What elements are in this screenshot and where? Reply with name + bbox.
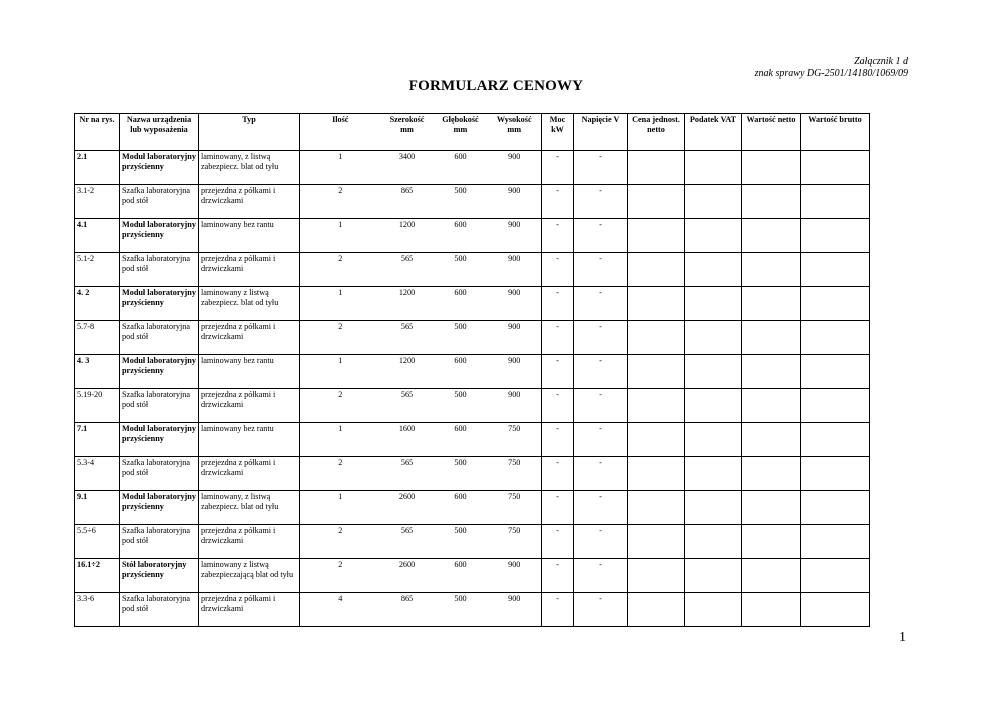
- cell-typ: laminowany, z listwą zabezpiecz. blat od tyłu: [199, 151, 300, 185]
- cell-moc: -: [542, 287, 574, 321]
- cell-wartosc-netto: [742, 423, 801, 457]
- header-nr: Nr na rys.: [75, 114, 120, 151]
- cell-moc: -: [542, 423, 574, 457]
- cell-vat: [685, 185, 742, 219]
- header-vat: Podatek VAT: [685, 114, 742, 151]
- cell-napiecie: -: [574, 185, 628, 219]
- table-row: [75, 559, 870, 593]
- cell-vat: [685, 219, 742, 253]
- cell-moc: -: [542, 593, 574, 627]
- table-row: [75, 457, 870, 491]
- cell-name: Szafka laboratoryjna pod stół: [120, 321, 199, 355]
- cell-nr: 4. 2: [75, 287, 120, 321]
- cell-glebokosc: 500: [434, 253, 488, 287]
- table-row: [75, 253, 870, 287]
- cell-wartosc-netto: [742, 321, 801, 355]
- cell-napiecie: -: [574, 219, 628, 253]
- cell-typ: laminowany bez rantu: [199, 219, 300, 253]
- price-form-table: [74, 113, 870, 627]
- table-row: [75, 355, 870, 389]
- header-name: Nazwa urządzenia lub wyposażenia: [120, 114, 199, 151]
- cell-napiecie: -: [574, 457, 628, 491]
- cell-typ: laminowany bez rantu: [199, 355, 300, 389]
- cell-cena: [628, 593, 685, 627]
- cell-nr: 5.3-4: [75, 457, 120, 491]
- cell-wartosc-brutto: [801, 321, 870, 355]
- table-row: [75, 491, 870, 525]
- cell-wartosc-brutto: [801, 525, 870, 559]
- cell-ilosc: 1: [300, 423, 381, 457]
- cell-wysokosc: 900: [488, 287, 542, 321]
- cell-wysokosc: 900: [488, 593, 542, 627]
- cell-szerokosc: 1200: [381, 355, 434, 389]
- cell-name: Stół laboratoryjny przyścienny: [120, 559, 199, 593]
- cell-typ: przejezdna z półkami i drzwiczkami: [199, 593, 300, 627]
- cell-moc: -: [542, 389, 574, 423]
- cell-cena: [628, 321, 685, 355]
- cell-wartosc-brutto: [801, 423, 870, 457]
- cell-wartosc-netto: [742, 525, 801, 559]
- cell-nr: 5.7-8: [75, 321, 120, 355]
- cell-moc: -: [542, 559, 574, 593]
- cell-wysokosc: 900: [488, 253, 542, 287]
- cell-typ: przejezdna z półkami i drzwiczkami: [199, 185, 300, 219]
- cell-szerokosc: 565: [381, 389, 434, 423]
- cell-vat: [685, 253, 742, 287]
- cell-nr: 5.19-20: [75, 389, 120, 423]
- cell-napiecie: -: [574, 321, 628, 355]
- cell-cena: [628, 253, 685, 287]
- cell-glebokosc: 500: [434, 593, 488, 627]
- cell-wysokosc: 900: [488, 355, 542, 389]
- cell-ilosc: 2: [300, 389, 381, 423]
- cell-napiecie: -: [574, 525, 628, 559]
- header-moc: Moc kW: [542, 114, 574, 151]
- table-row: [75, 151, 870, 185]
- annex-reference: [755, 56, 908, 80]
- cell-nr: 4. 3: [75, 355, 120, 389]
- table-row: [75, 593, 870, 627]
- cell-glebokosc: 600: [434, 355, 488, 389]
- cell-ilosc: 1: [300, 151, 381, 185]
- cell-cena: [628, 151, 685, 185]
- cell-szerokosc: 565: [381, 457, 434, 491]
- cell-wartosc-netto: [742, 559, 801, 593]
- cell-name: Moduł laboratoryjny przyścienny: [120, 491, 199, 525]
- cell-nr: 3.3-6: [75, 593, 120, 627]
- page-title: FORMULARZ CENOWY: [408, 78, 584, 94]
- cell-szerokosc: 2600: [381, 491, 434, 525]
- cell-name: Moduł laboratoryjny przyścienny: [120, 151, 199, 185]
- cell-nr: 4.1: [75, 219, 120, 253]
- cell-moc: -: [542, 219, 574, 253]
- cell-ilosc: 2: [300, 559, 381, 593]
- cell-cena: [628, 457, 685, 491]
- cell-napiecie: -: [574, 287, 628, 321]
- cell-nr: 5.1-2: [75, 253, 120, 287]
- cell-ilosc: 1: [300, 355, 381, 389]
- cell-typ: laminowany z listwą zabezpieczającą blat od tyłu: [199, 559, 300, 593]
- header-wysokosc: Wysokość mm: [488, 114, 542, 151]
- header-napiecie: Napięcie V: [574, 114, 628, 151]
- cell-ilosc: 2: [300, 253, 381, 287]
- cell-wartosc-netto: [742, 457, 801, 491]
- cell-name: Szafka laboratoryjna pod stół: [120, 389, 199, 423]
- header-wartosc-brutto: Wartość brutto: [801, 114, 870, 151]
- table-row: [75, 287, 870, 321]
- cell-ilosc: 1: [300, 219, 381, 253]
- cell-vat: [685, 355, 742, 389]
- cell-wartosc-brutto: [801, 287, 870, 321]
- cell-glebokosc: 500: [434, 389, 488, 423]
- cell-glebokosc: 600: [434, 491, 488, 525]
- cell-wysokosc: 750: [488, 423, 542, 457]
- cell-wysokosc: 750: [488, 457, 542, 491]
- cell-wartosc-brutto: [801, 389, 870, 423]
- cell-glebokosc: 600: [434, 219, 488, 253]
- cell-wartosc-netto: [742, 253, 801, 287]
- cell-moc: -: [542, 491, 574, 525]
- cell-glebokosc: 600: [434, 423, 488, 457]
- cell-napiecie: -: [574, 423, 628, 457]
- cell-wartosc-brutto: [801, 151, 870, 185]
- cell-szerokosc: 2600: [381, 559, 434, 593]
- cell-vat: [685, 525, 742, 559]
- cell-glebokosc: 500: [434, 185, 488, 219]
- cell-napiecie: -: [574, 559, 628, 593]
- cell-cena: [628, 525, 685, 559]
- cell-glebokosc: 500: [434, 457, 488, 491]
- cell-name: Moduł laboratoryjny przyścienny: [120, 355, 199, 389]
- cell-napiecie: -: [574, 389, 628, 423]
- header-ilosc: Ilość: [300, 114, 381, 151]
- cell-wartosc-netto: [742, 389, 801, 423]
- cell-szerokosc: 3400: [381, 151, 434, 185]
- header-typ: Typ: [199, 114, 300, 151]
- cell-szerokosc: 865: [381, 185, 434, 219]
- cell-wartosc-netto: [742, 355, 801, 389]
- cell-wartosc-brutto: [801, 457, 870, 491]
- cell-moc: -: [542, 525, 574, 559]
- cell-wysokosc: 900: [488, 559, 542, 593]
- cell-typ: przejezdna z półkami i drzwiczkami: [199, 525, 300, 559]
- cell-wartosc-netto: [742, 287, 801, 321]
- header-cena: Cena jednost. netto: [628, 114, 685, 151]
- annex-label: Załącznik 1 d: [854, 56, 908, 67]
- cell-typ: przejezdna z półkami i drzwiczkami: [199, 457, 300, 491]
- cell-typ: laminowany, z listwą zabezpiecz. blat od tyłu: [199, 491, 300, 525]
- cell-cena: [628, 219, 685, 253]
- cell-napiecie: -: [574, 491, 628, 525]
- cell-moc: -: [542, 457, 574, 491]
- cell-nr: 7.1: [75, 423, 120, 457]
- cell-cena: [628, 423, 685, 457]
- cell-name: Szafka laboratoryjna pod stół: [120, 593, 199, 627]
- cell-wartosc-brutto: [801, 559, 870, 593]
- table-row: [75, 423, 870, 457]
- cell-name: Szafka laboratoryjna pod stół: [120, 525, 199, 559]
- table-row: [75, 389, 870, 423]
- cell-vat: [685, 491, 742, 525]
- cell-moc: -: [542, 185, 574, 219]
- cell-wartosc-brutto: [801, 219, 870, 253]
- header-wartosc-netto: Wartość netto: [742, 114, 801, 151]
- cell-cena: [628, 287, 685, 321]
- cell-cena: [628, 355, 685, 389]
- cell-wartosc-netto: [742, 185, 801, 219]
- cell-glebokosc: 600: [434, 151, 488, 185]
- cell-ilosc: 2: [300, 321, 381, 355]
- cell-nr: 2.1: [75, 151, 120, 185]
- cell-vat: [685, 423, 742, 457]
- cell-szerokosc: 565: [381, 253, 434, 287]
- table-row: [75, 185, 870, 219]
- cell-wysokosc: 900: [488, 151, 542, 185]
- cell-szerokosc: 565: [381, 525, 434, 559]
- header-szerokosc: Szerokość mm: [381, 114, 434, 151]
- cell-napiecie: -: [574, 253, 628, 287]
- header-glebokosc: Głębokość mm: [434, 114, 488, 151]
- cell-nr: 5.5÷6: [75, 525, 120, 559]
- cell-cena: [628, 185, 685, 219]
- cell-typ: laminowany bez rantu: [199, 423, 300, 457]
- cell-szerokosc: 565: [381, 321, 434, 355]
- cell-ilosc: 2: [300, 185, 381, 219]
- cell-typ: przejezdna z półkami i drzwiczkami: [199, 389, 300, 423]
- cell-nr: 9.1: [75, 491, 120, 525]
- cell-nr: 3.1-2: [75, 185, 120, 219]
- cell-wartosc-brutto: [801, 253, 870, 287]
- cell-szerokosc: 865: [381, 593, 434, 627]
- cell-szerokosc: 1600: [381, 423, 434, 457]
- cell-cena: [628, 389, 685, 423]
- cell-name: Moduł laboratoryjny przyścienny: [120, 219, 199, 253]
- cell-glebokosc: 600: [434, 287, 488, 321]
- table-header-row: [75, 114, 870, 151]
- cell-moc: -: [542, 355, 574, 389]
- cell-cena: [628, 491, 685, 525]
- cell-wartosc-netto: [742, 219, 801, 253]
- cell-name: Szafka laboratoryjna pod stół: [120, 457, 199, 491]
- cell-wysokosc: 750: [488, 525, 542, 559]
- table-row: [75, 219, 870, 253]
- cell-cena: [628, 559, 685, 593]
- cell-wartosc-netto: [742, 593, 801, 627]
- cell-name: Szafka laboratoryjna pod stół: [120, 253, 199, 287]
- cell-ilosc: 4: [300, 593, 381, 627]
- cell-ilosc: 1: [300, 491, 381, 525]
- case-reference: znak sprawy DG-2501/14180/1069/09: [754, 68, 908, 79]
- cell-nr: 16.1÷2: [75, 559, 120, 593]
- cell-name: Moduł laboratoryjny przyścienny: [120, 287, 199, 321]
- cell-wysokosc: 900: [488, 185, 542, 219]
- cell-moc: -: [542, 321, 574, 355]
- cell-szerokosc: 1200: [381, 219, 434, 253]
- table-row: [75, 321, 870, 355]
- cell-glebokosc: 600: [434, 559, 488, 593]
- cell-typ: laminowany z listwą zabezpiecz. blat od tyłu: [199, 287, 300, 321]
- cell-vat: [685, 287, 742, 321]
- cell-glebokosc: 500: [434, 525, 488, 559]
- cell-wysokosc: 900: [488, 219, 542, 253]
- cell-wysokosc: 900: [488, 389, 542, 423]
- cell-vat: [685, 321, 742, 355]
- cell-typ: przejezdna z półkami i drzwiczkami: [199, 321, 300, 355]
- cell-vat: [685, 457, 742, 491]
- cell-moc: -: [542, 151, 574, 185]
- cell-napiecie: -: [574, 593, 628, 627]
- cell-napiecie: -: [574, 151, 628, 185]
- cell-wartosc-brutto: [801, 185, 870, 219]
- cell-name: Szafka laboratoryjna pod stół: [120, 185, 199, 219]
- table-row: [75, 525, 870, 559]
- cell-wartosc-brutto: [801, 491, 870, 525]
- cell-vat: [685, 389, 742, 423]
- cell-wysokosc: 750: [488, 491, 542, 525]
- page-number: 1: [899, 630, 906, 645]
- cell-vat: [685, 151, 742, 185]
- cell-wartosc-brutto: [801, 593, 870, 627]
- cell-vat: [685, 559, 742, 593]
- cell-ilosc: 2: [300, 525, 381, 559]
- cell-glebokosc: 500: [434, 321, 488, 355]
- cell-ilosc: 2: [300, 457, 381, 491]
- cell-ilosc: 1: [300, 287, 381, 321]
- cell-wartosc-netto: [742, 491, 801, 525]
- cell-moc: -: [542, 253, 574, 287]
- cell-wartosc-brutto: [801, 355, 870, 389]
- cell-typ: przejezdna z półkami i drzwiczkami: [199, 253, 300, 287]
- cell-name: Moduł laboratoryjny przyścienny: [120, 423, 199, 457]
- cell-wysokosc: 900: [488, 321, 542, 355]
- cell-wartosc-netto: [742, 151, 801, 185]
- cell-napiecie: -: [574, 355, 628, 389]
- cell-szerokosc: 1200: [381, 287, 434, 321]
- cell-vat: [685, 593, 742, 627]
